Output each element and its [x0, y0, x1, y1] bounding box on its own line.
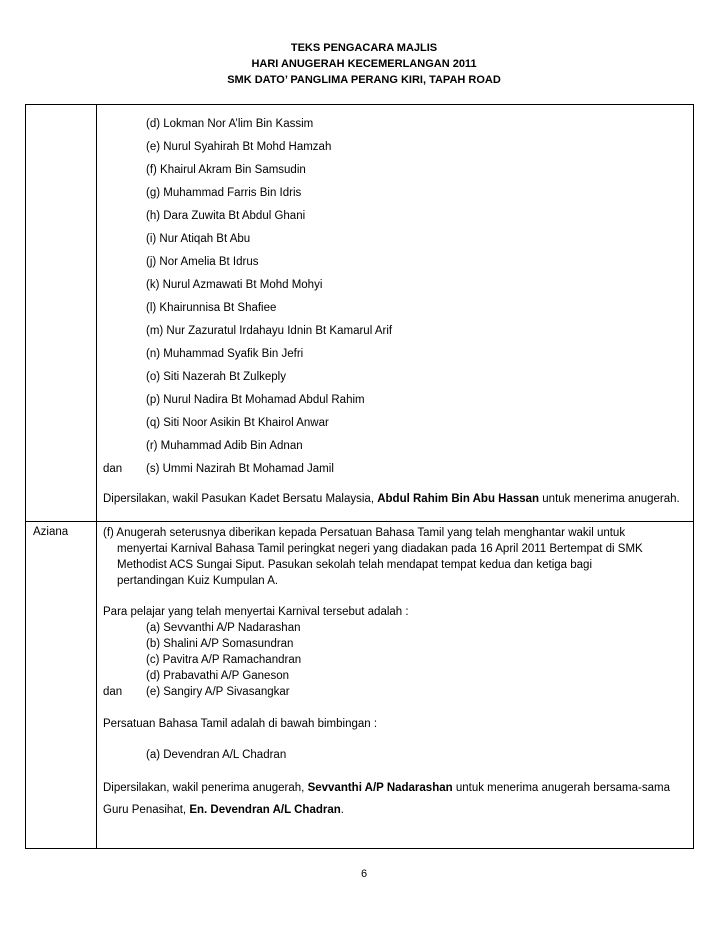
recipient-name: Sevvanthi A/P Nadarashan — [307, 782, 453, 794]
header-title: TEKS PENGACARA MAJLIS — [290, 42, 438, 54]
conjunction: dan — [103, 686, 123, 698]
list-item: (g) Muhammad Farris Bin Idris — [146, 187, 302, 199]
column-divider — [96, 105, 97, 848]
advisor-intro: Persatuan Bahasa Tamil adalah di bawah bimbingan : — [103, 718, 378, 730]
invitation-text-cont: Guru Penasihat, En. Devendran A/L Chadran. — [103, 804, 344, 816]
list-item: (m) Nur Zazuratul Irdahayu Idnin Bt Kamarul Arif — [146, 325, 393, 337]
list-item: (q) Siti Noor Asikin Bt Khairol Anwar — [146, 417, 329, 429]
script-table — [25, 104, 694, 849]
student-item: (b) Shalini A/P Somasundran — [146, 638, 294, 650]
invitation-text: Dipersilakan, wakil penerima anugerah, Sevvanthi A/P Nadarashan untuk menerima anugerah bersama-sama — [103, 782, 670, 794]
paragraph-line: menyertai Karnival Bahasa Tamil peringkat negeri yang diadakan pada 16 April 2011 Bertempat di SMK — [117, 543, 643, 555]
list-item: (p) Nurul Nadira Bt Mohamad Abdul Rahim — [146, 394, 365, 406]
header-school: SMK DATO’ PANGLIMA PERANG KIRI, TAPAH ROAD — [227, 74, 501, 86]
paragraph-line: pertandingan Kuiz Kumpulan A. — [117, 575, 279, 587]
students-intro: Para pelajar yang telah menyertai Karnival tersebut adalah : — [103, 606, 409, 618]
list-item: (l) Khairunnisa Bt Shafiee — [146, 302, 277, 314]
list-item: (s) Ummi Nazirah Bt Mohamad Jamil — [146, 463, 334, 475]
list-item: (k) Nurul Azmawati Bt Mohd Mohyi — [146, 279, 323, 291]
paragraph-line: (f) Anugerah seterusnya diberikan kepada Persatuan Bahasa Tamil yang telah menghantar wakil untuk — [103, 527, 626, 539]
list-item: (j) Nor Amelia Bt Idrus — [146, 256, 259, 268]
list-item: (r) Muhammad Adib Bin Adnan — [146, 440, 303, 452]
list-item: (n) Muhammad Syafik Bin Jefri — [146, 348, 304, 360]
list-item: (i) Nur Atiqah Bt Abu — [146, 233, 251, 245]
invitation-text: Dipersilakan, wakil Pasukan Kadet Bersatu Malaysia, Abdul Rahim Bin Abu Hassan untuk menerima anugerah. — [103, 493, 680, 505]
list-item: (o) Siti Nazerah Bt Zulkeply — [146, 371, 286, 383]
list-item: (h) Dara Zuwita Bt Abdul Ghani — [146, 210, 306, 222]
header-event: HARI ANUGERAH KECEMERLANGAN 2011 — [251, 58, 477, 70]
advisor-name: En. Devendran A/L Chadran — [189, 804, 341, 816]
conjunction: dan — [103, 463, 123, 475]
student-item: (e) Sangiry A/P Sivasangkar — [146, 686, 290, 698]
page-number: 6 — [360, 868, 368, 880]
advisor-item: (a) Devendran A/L Chadran — [146, 749, 287, 761]
student-item: (a) Sevvanthi A/P Nadarashan — [146, 622, 301, 634]
student-item: (d) Prabavathi A/P Ganeson — [146, 670, 289, 682]
list-item: (d) Lokman Nor A’lim Bin Kassim — [146, 118, 314, 130]
student-item: (c) Pavitra A/P Ramachandran — [146, 654, 302, 666]
speaker-name: Aziana — [33, 526, 69, 538]
list-item: (e) Nurul Syahirah Bt Mohd Hamzah — [146, 141, 332, 153]
row-divider — [26, 521, 693, 522]
document-header — [0, 40, 728, 88]
recipient-name: Abdul Rahim Bin Abu Hassan — [377, 493, 540, 505]
list-item: (f) Khairul Akram Bin Samsudin — [146, 164, 306, 176]
paragraph-line: Methodist ACS Sungai Siput. Pasukan sekolah telah mendapat tempat kedua dan ketiga bagi — [117, 559, 593, 571]
